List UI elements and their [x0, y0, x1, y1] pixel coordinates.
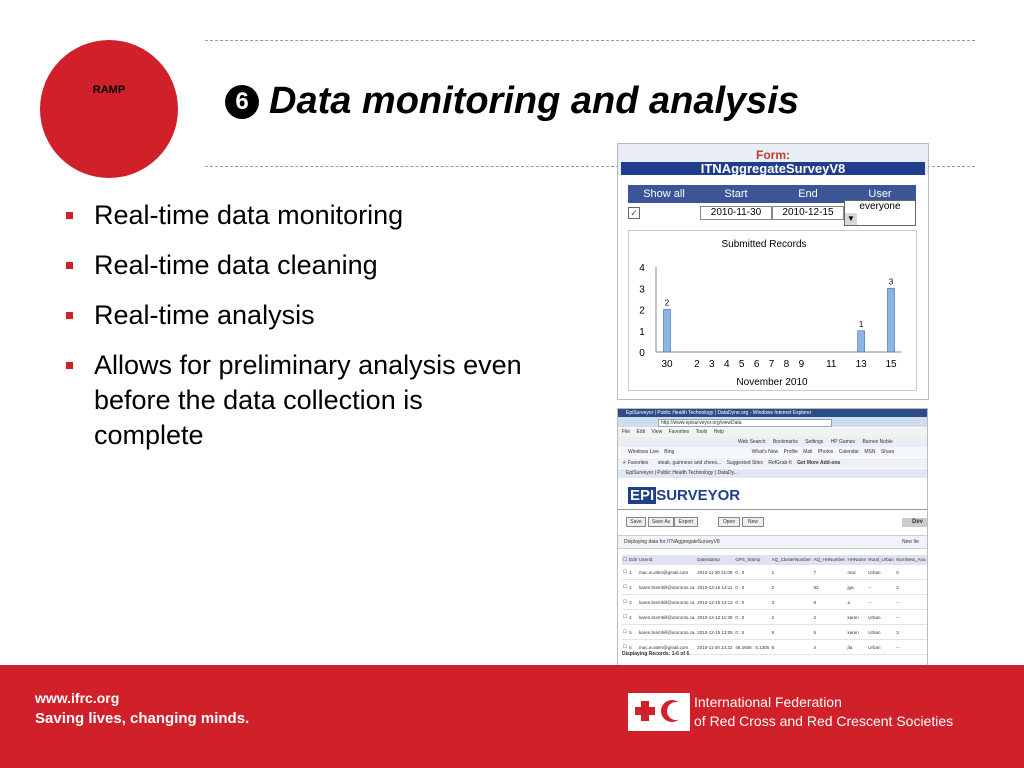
table-cell: 1 [771, 565, 813, 580]
bullet-item: Real-time analysis [62, 298, 522, 333]
table-cell: karen.bremhill@utoronto.ca [638, 595, 696, 610]
menu-view[interactable]: View [651, 429, 663, 435]
url-field[interactable]: http://www.episurveyor.org/viewData [658, 419, 832, 427]
footer-url[interactable]: www.ifrc.org [35, 690, 120, 706]
chart-y-tick-label: 2 [639, 305, 645, 317]
table-cell: 46.2668 : 6.1305 [734, 640, 770, 655]
table-header-cell[interactable]: Edit [628, 555, 638, 565]
bullet-item: Allows for preliminary analysis even before the data collection is complete [62, 348, 522, 453]
table-row [622, 610, 927, 625]
ifrc-name-line1: International Federation [694, 694, 842, 710]
chart-x-tick-label: 3 [709, 359, 715, 370]
chart-x-tick-label: 8 [783, 359, 790, 370]
browser-tab[interactable]: EpiSurveyor | Public Health Technology | DataDy... [618, 469, 927, 478]
table-cell: 2 [895, 580, 927, 595]
start-date-input[interactable]: 2010-11-30 [700, 206, 772, 220]
table-cell: karen [846, 625, 867, 640]
ramp-label: RAMP [92, 84, 126, 96]
end-date-input[interactable]: 2010-12-15 [772, 206, 844, 220]
table-cell: 9 [812, 595, 846, 610]
toolbar-whats-new[interactable]: What's New [751, 449, 779, 455]
table-cell: 5 [771, 625, 813, 640]
toolbar-calendar[interactable]: Calendar [838, 449, 859, 455]
table-row [622, 595, 927, 610]
table-cell: 8 [771, 640, 813, 655]
table-cell: -- [895, 640, 927, 655]
table-cell: -- [867, 595, 895, 610]
table-cell: 2010-12-15 13:11 [696, 580, 734, 595]
table-cell: 7 [812, 565, 846, 580]
browser-menu-bar [618, 428, 927, 437]
table-cell: 2 [812, 610, 846, 625]
toolbar-bing[interactable]: Bing [664, 449, 675, 455]
table-header-cell[interactable]: AQ_HHNumber [812, 555, 846, 565]
chart-x-tick-label: 9 [798, 359, 805, 370]
title-number-icon: 6 [225, 85, 259, 119]
get-more-addons-link[interactable]: Get More Add-ons [797, 460, 841, 466]
table-header-row [622, 555, 927, 565]
row-edit-link[interactable]: 2 [628, 580, 638, 595]
red-cross-crescent-icon [630, 695, 688, 729]
toolbar-mail[interactable]: Mail [803, 449, 813, 455]
user-select-value: everyone [859, 201, 901, 212]
chart-bar [664, 310, 671, 353]
footer-band [0, 665, 1024, 768]
toolbar-profile[interactable]: Profile [783, 449, 798, 455]
table-cell: 2010-11-30 14:22 [696, 640, 734, 655]
table-cell: 3 [771, 595, 813, 610]
form-panel [617, 143, 929, 400]
chart-bar [858, 331, 865, 352]
suggested-sites-link[interactable]: Suggested Sites [726, 460, 764, 466]
toolbar-share[interactable]: Share [880, 449, 895, 455]
menu-favorites[interactable]: Favorites [668, 429, 690, 435]
favorites-bar [618, 458, 927, 468]
chart-data-label: 3 [888, 277, 894, 287]
chart-y-tick-label: 1 [639, 326, 645, 338]
chart-y-tick-label: 3 [639, 284, 645, 296]
table-cell: mac.w.otten@gmail.com [638, 640, 696, 655]
row-edit-link[interactable]: 1 [628, 565, 638, 580]
browser-toolbar [618, 437, 927, 447]
chart-x-tick-label: 6 [753, 359, 760, 370]
logo-divider [618, 509, 927, 510]
table-cell: a [846, 595, 867, 610]
toolbar-bookmarks[interactable]: Bookmarks [772, 439, 798, 445]
form-name: ITNAggregateSurveyV8 [621, 162, 925, 175]
table-cell: 0 : 0 [734, 610, 770, 625]
chevron-down-icon[interactable]: ▼ [845, 213, 857, 225]
table-cell: 2010-12-15 13:05 [696, 625, 734, 640]
header-checkbox-cell[interactable]: ☐ [622, 555, 628, 565]
records-footer: Displaying Records: 1-6 of 6 [622, 651, 690, 657]
table-header-cell[interactable]: HHName [846, 555, 867, 565]
chart-data-label: 2 [664, 298, 670, 308]
table-cell: 5 [812, 625, 846, 640]
toolbar-barnes-noble[interactable]: Barnes Noble [862, 439, 893, 445]
table-cell: 0 : 0 [734, 580, 770, 595]
table-cell: Urban [867, 610, 895, 625]
browser-address-bar [618, 417, 927, 427]
toolbar-photos[interactable]: Photos [817, 449, 834, 455]
filter-table [628, 185, 916, 223]
records-table [622, 555, 927, 655]
table-cell: 3 [895, 625, 927, 640]
chart-axes [639, 263, 901, 370]
table-cell: 0 [895, 565, 927, 580]
user-select[interactable] [844, 200, 916, 226]
table-header-cell[interactable]: GPS_Stamp [734, 555, 770, 565]
table-cell: 2010-12-15 13:12 [696, 595, 734, 610]
row-checkbox[interactable]: ☐ [622, 595, 628, 610]
favorite-link[interactable]: steak, guinness and chees... [657, 460, 722, 466]
chart-x-tick-label: 15 [885, 359, 897, 370]
logo-part-b: SURVEYOR [656, 487, 741, 504]
chart-box [628, 230, 917, 391]
chart-y-tick-label: 0 [639, 348, 645, 359]
chart-x-tick-label: 4 [723, 359, 730, 370]
table-cell: -- [867, 580, 895, 595]
table-cell: 0 : 0 [734, 595, 770, 610]
bullet-item: Real-time data cleaning [62, 248, 522, 283]
save-button[interactable]: Save [626, 517, 646, 527]
chart-data-label: 1 [858, 319, 864, 329]
table-cell: Urban [867, 565, 895, 580]
row-edit-link[interactable]: 4 [628, 610, 638, 625]
save-as-button[interactable]: Save As [648, 517, 674, 527]
row-edit-link[interactable]: 6 [628, 640, 638, 655]
table-header-cell[interactable]: AQ_ClusterNumber [771, 555, 813, 565]
chart-x-tick-label: 11 [826, 359, 837, 370]
row-edit-link[interactable]: 5 [628, 625, 638, 640]
row-checkbox[interactable]: ☐ [622, 625, 628, 640]
toolbar-hp-games[interactable]: HP Games [830, 439, 856, 445]
header-show-all: Show all [643, 188, 685, 200]
table-cell: karen.bremhill@utoronto.ca [638, 610, 696, 625]
table-cell: 0 : 0 [734, 625, 770, 640]
browser-screenshot [617, 408, 928, 682]
table-cell: Urban [867, 640, 895, 655]
table-cell: 2010-11-30 21:09 [696, 565, 734, 580]
menu-help[interactable]: Help [713, 429, 724, 435]
menu-edit[interactable]: Edit [636, 429, 646, 435]
ifrc-name [694, 693, 953, 731]
table-header-cell[interactable]: UserId [638, 555, 696, 565]
bullet-item: Real-time data monitoring [62, 198, 522, 233]
table-cell: karen.bremhill@utoronto.ca [638, 580, 696, 595]
chart-x-tick-label: 5 [738, 359, 745, 370]
show-all-checkbox[interactable]: ✓ [628, 207, 640, 219]
browser-toolbar-2 [618, 447, 927, 457]
table-cell: -- [895, 610, 927, 625]
table-cell: jga [846, 580, 867, 595]
row-checkbox[interactable]: ☐ [622, 610, 628, 625]
displaying-data-label: Displaying data for ITNAggregateSurveyV8 [624, 539, 720, 545]
toolbar-web-search[interactable]: Web Search [738, 439, 766, 445]
table-cell: 0 : 0 [734, 565, 770, 580]
table-cell: 2010-12-12 11:35 [696, 610, 734, 625]
chart-title: Submitted Records [721, 239, 807, 250]
row-edit-link[interactable]: 3 [628, 595, 638, 610]
table-header-cell[interactable]: DateStamp [696, 555, 734, 565]
ramp-badge [40, 40, 178, 178]
menu-tools[interactable]: Tools [695, 429, 708, 435]
table-cell: 92 [812, 580, 846, 595]
row-checkbox[interactable]: ☐ [622, 580, 628, 595]
form-header [618, 144, 928, 175]
chart-x-tick-label: 7 [768, 359, 775, 370]
chart-x-axis-label: November 2010 [736, 377, 808, 388]
toolbar-windows-live[interactable]: Windows Live [628, 449, 659, 455]
refgrab-link[interactable]: RefGrab-It [768, 460, 792, 466]
table-row [622, 625, 927, 640]
dev-tab[interactable]: Dev [902, 518, 927, 527]
open-button[interactable]: Open [718, 517, 740, 527]
table-cell: 2 [771, 610, 813, 625]
table-cell: karen.bremhill@utoronto.ca [638, 625, 696, 640]
table-cell: 2 [771, 580, 813, 595]
table-cell: jfa [846, 640, 867, 655]
new-button[interactable]: New [742, 517, 764, 527]
new-item-link[interactable]: New Ite [902, 539, 919, 545]
episurveyor-logo [628, 487, 740, 504]
filter-value-row [628, 203, 916, 223]
header-start: Start [724, 188, 748, 200]
toolbar-settings[interactable]: Settings [805, 439, 824, 445]
toolbar-msn[interactable]: MSN [864, 449, 876, 455]
chart-y-tick-label: 4 [639, 263, 645, 274]
table-header-cell[interactable]: Rural_Urban [867, 555, 895, 565]
header-end: End [798, 188, 818, 200]
ifrc-name-line2: of Red Cross and Red Crescent Societies [694, 713, 954, 729]
table-cell: mac [846, 565, 867, 580]
form-label: Form: [756, 148, 790, 162]
table-cell: mac.w.otten@gmail.com [638, 565, 696, 580]
footer-slogan: Saving lives, changing minds. [35, 710, 250, 727]
browser-title-bar: EpiSurveyor | Public Health Technology | DataDyne.org - Windows Internet Explorer [618, 409, 927, 417]
table-header-cell[interactable]: NumNets_Ana [895, 555, 927, 565]
submitted-records-chart [629, 231, 916, 390]
star-icon[interactable]: ★ [622, 460, 627, 466]
ifrc-logo [628, 693, 690, 731]
table-cell: Urban [867, 625, 895, 640]
chart-x-tick-label: 30 [661, 359, 673, 370]
top-divider [205, 40, 975, 41]
table-cell: -- [895, 595, 927, 610]
bullet-list [62, 198, 522, 468]
chart-bars [664, 277, 895, 352]
slide-title [225, 80, 799, 123]
row-checkbox[interactable]: ☐ [622, 640, 628, 655]
table-cell: karen [846, 610, 867, 625]
export-button[interactable]: Export [674, 517, 698, 527]
table-cell: 4 [812, 640, 846, 655]
row-checkbox[interactable]: ☐ [622, 565, 628, 580]
table-row [622, 565, 927, 580]
chart-x-tick-label: 2 [694, 359, 700, 370]
table-row [622, 580, 927, 595]
menu-file[interactable]: File [622, 429, 631, 435]
chart-bar [888, 288, 895, 352]
chart-x-tick-label: 13 [855, 359, 867, 370]
title-text: Data monitoring and analysis [269, 80, 799, 122]
header-user: User [868, 188, 892, 200]
logo-part-a: EPI [630, 487, 655, 504]
favorites-button[interactable]: Favorites [627, 460, 649, 466]
